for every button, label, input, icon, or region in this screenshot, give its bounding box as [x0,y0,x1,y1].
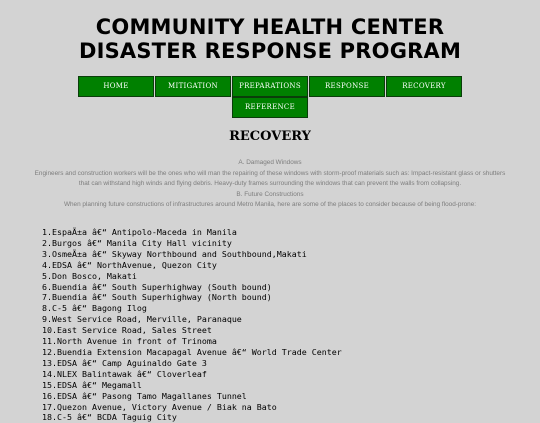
list-item: 6.Buendia â€“ South Superhighway (South bound) [42,281,272,292]
nav-button-mitigation[interactable]: MITIGATION [155,76,231,97]
intro-paragraph-future: When planning future constructions of infrastructures around Metro Manila, here are some of the places to consider because of being flood-prone: [63,201,477,208]
intro-subheading-damaged-windows: A. Damaged Windows [238,159,302,166]
nav-button-home[interactable]: HOME [78,76,154,97]
nav-button-reference[interactable]: REFERENCE [232,97,308,118]
main-nav [78,76,463,118]
list-item: 1.EspaÃ±a â€“ Antipolo-Maceda in Manila [42,227,237,237]
site-title-line-1: COMMUNITY HEALTH CENTER [95,15,445,39]
intro-subheading-future-constructions: B. Future Constructions [236,190,304,198]
section-heading: RECOVERY [229,129,311,144]
site-title [0,0,540,63]
list-item: 5.Don Bosco, Makati [42,270,137,281]
list-item: 10.East Service Road, Sales Street [42,325,212,336]
list-item: 7.Buendia â€“ South Superhighway (North bound) [42,292,272,303]
nav-button-preparations[interactable]: PREPARATIONS [232,76,308,97]
list-item: 14.NLEX Balintawak â€“ Cloverleaf [42,368,207,379]
flood-prone-places-list [42,227,532,423]
list-item: 12.Buendia Extension Macapagal Avenue â€“ World Trade Center [42,346,342,357]
list-item: 17.Quezon Avenue, Victory Avenue / Biak na Bato [42,401,277,412]
list-item: 8.C-5 â€“ Bagong Ilog [42,303,147,314]
nav-button-response[interactable]: RESPONSE [309,76,385,97]
intro-paragraph-windows: Engineers and construction workers will be the ones who will man the repairing of these windows with storm-proof materials such as: Impact-resistant glass or shutters that can withstand high winds and flying debris. Heavy-duty frames surrounding the windows that can prevent the walls from collapsing. [34,169,506,187]
list-item: 13.EDSA â€“ Camp Aguinaldo Gate 3 [42,357,207,368]
list-item: 15.EDSA â€“ Megamall [42,379,142,390]
nav-row-primary [78,76,463,97]
list-item: 2.Burgos â€“ Manila City Hall vicinity [42,237,232,248]
nav-button-recovery[interactable]: RECOVERY [386,76,462,97]
nav-row-secondary [78,97,463,118]
list-item: 9.West Service Road, Merville, Paranaque [42,314,242,325]
list-item: 3.OsmeÃ±a â€“ Skyway Northbound and Southbound,Makati [42,248,307,259]
list-item: 11.North Avenue in front of Trinoma [42,336,217,347]
list-item: 18.C-5 â€“ BCDA Taguig City [42,412,177,423]
recovery-intro [30,158,510,211]
site-title-line-2: DISASTER RESPONSE PROGRAM [78,39,462,63]
list-item: 4.EDSA â€“ NorthAvenue, Quezon City [42,259,217,270]
list-item: 16.EDSA â€“ Pasong Tamo Magallanes Tunnel [42,390,247,401]
